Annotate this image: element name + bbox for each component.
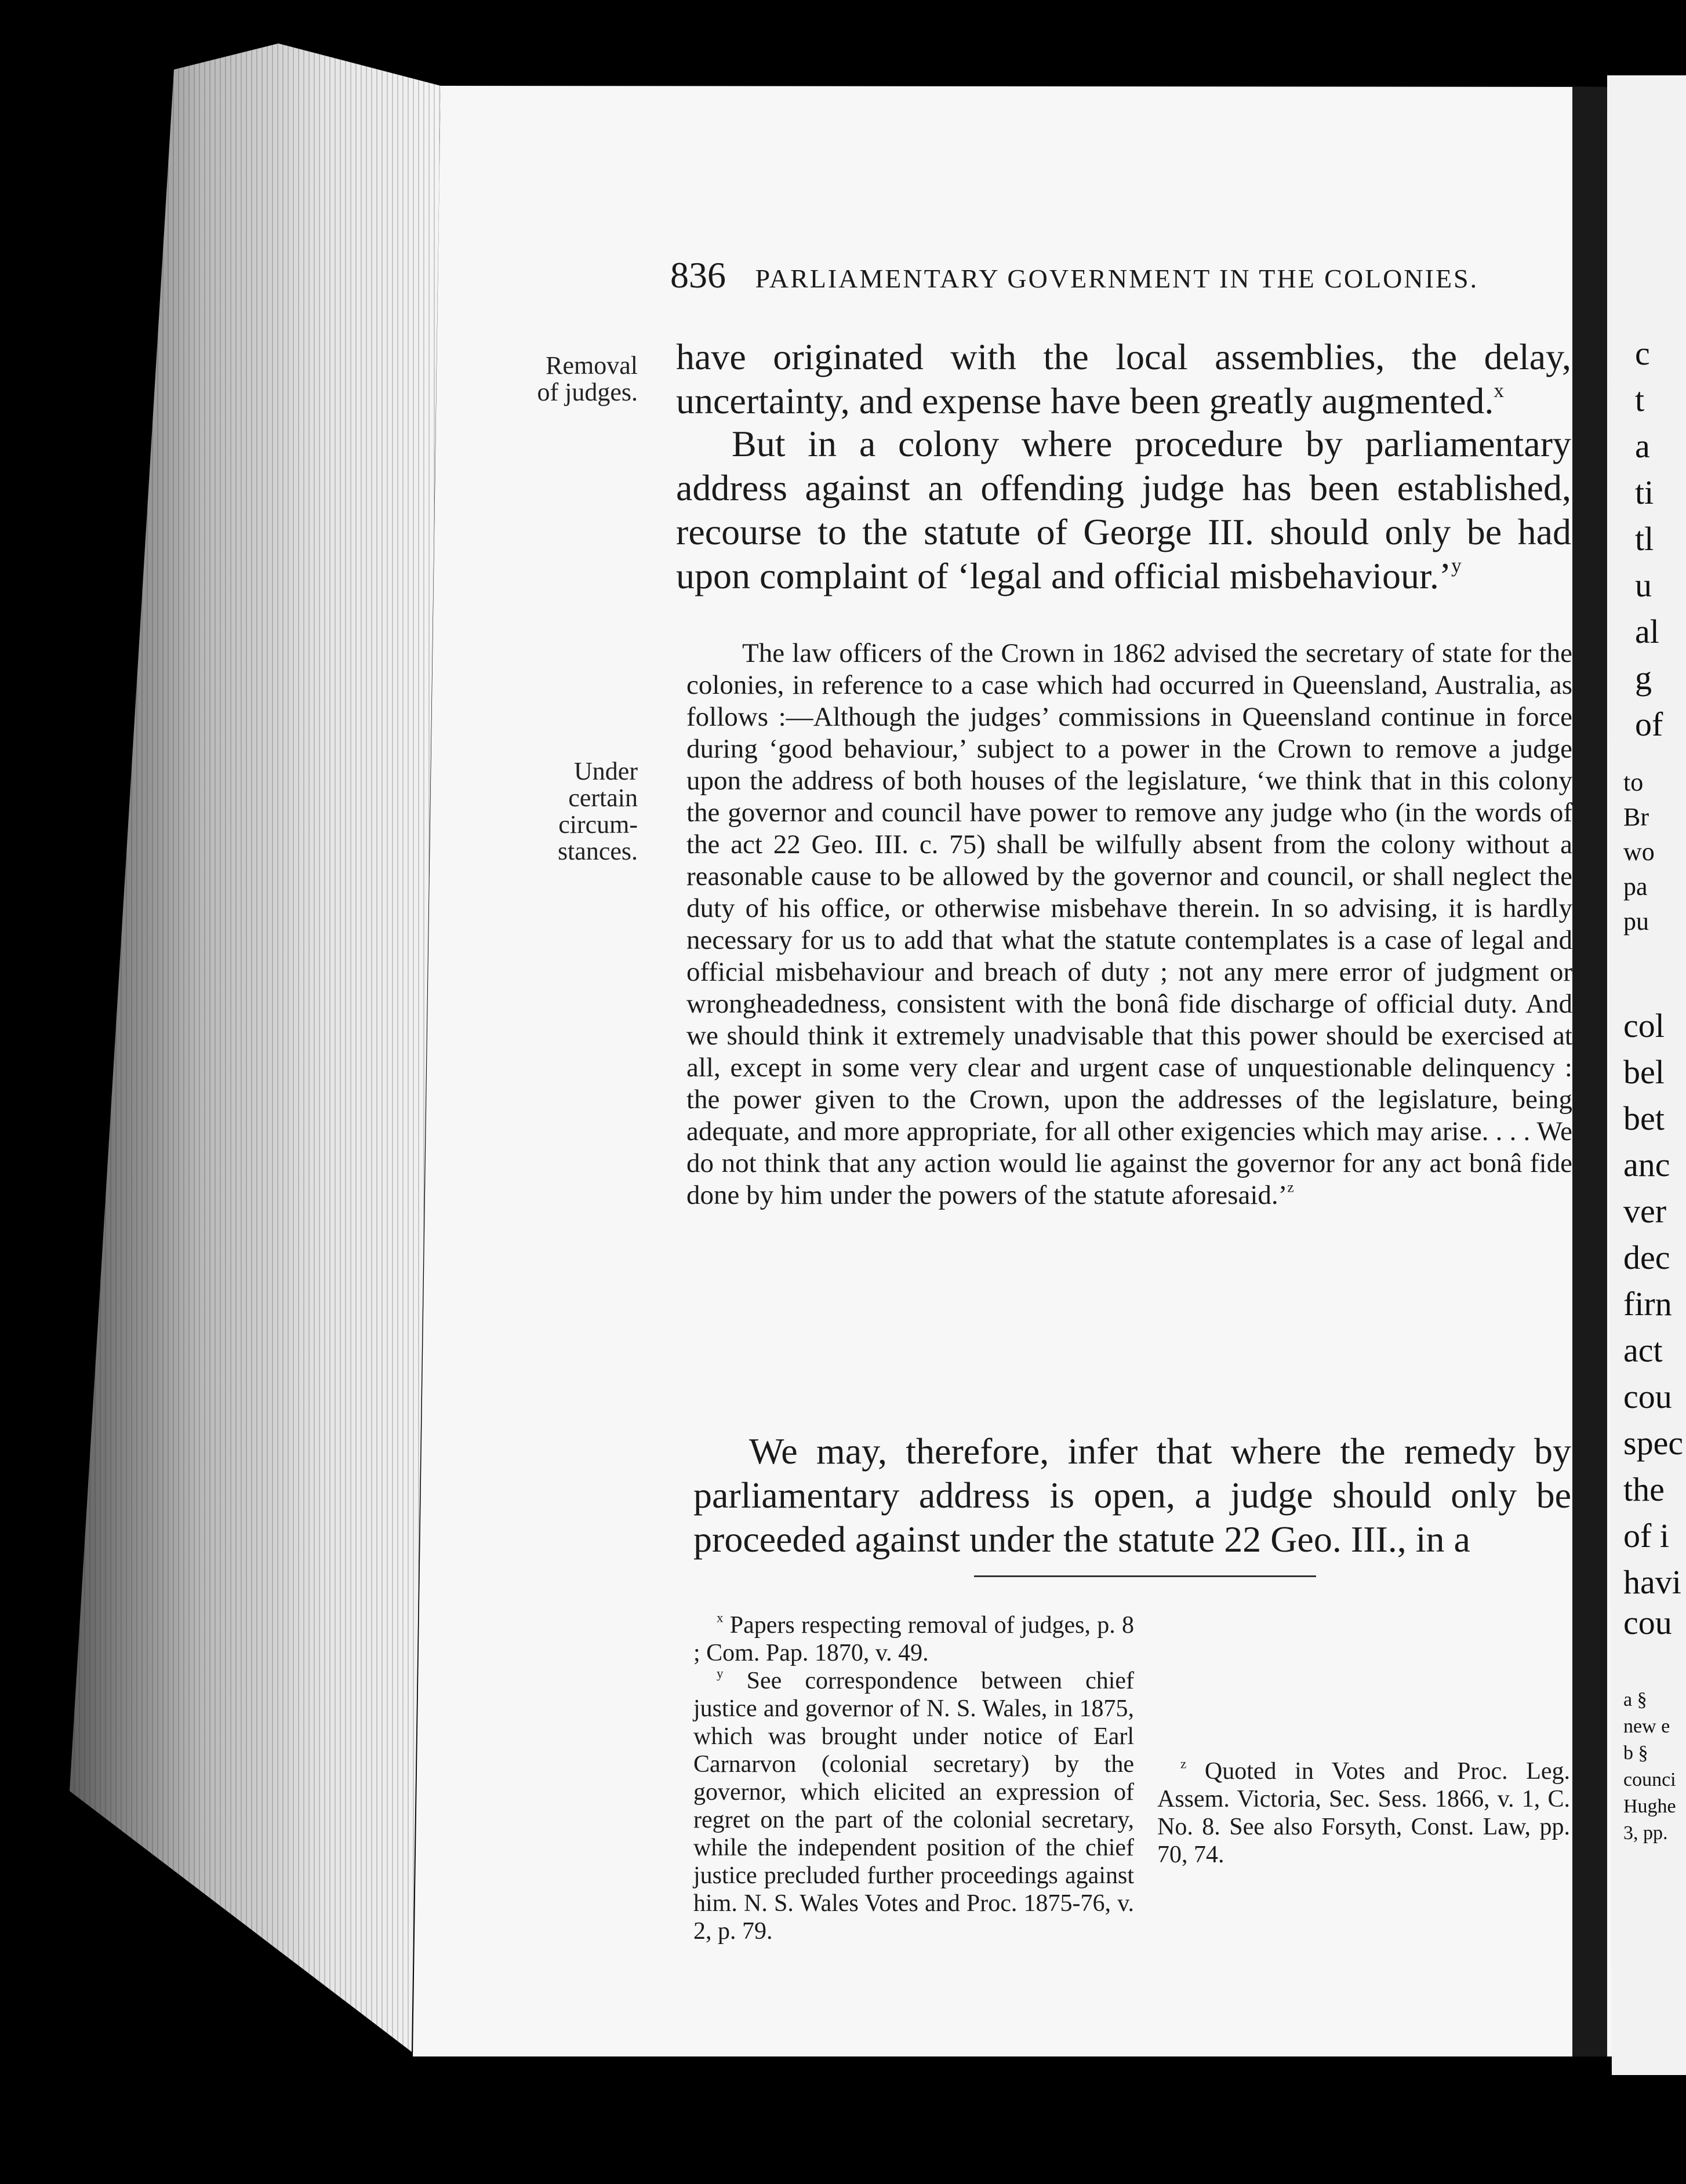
paragraph-3: We may, therefore, infer that where the remedy by parliamentary address is open, a judge should only be proceeded against under the statute 22 Geo. III., in a <box>693 1430 1571 1560</box>
page-number: 836 <box>670 254 726 296</box>
facing-page-line: u <box>1635 566 1652 604</box>
facing-page-line: al <box>1635 613 1659 650</box>
facing-page-line: 3, pp. <box>1623 1822 1668 1844</box>
facing-page-line: ver <box>1623 1192 1667 1230</box>
facing-page-line: spec <box>1623 1424 1684 1462</box>
footnote-divider <box>974 1575 1316 1577</box>
facing-page-fragment-c <box>1623 1003 1686 1606</box>
facing-page-line: pa <box>1623 872 1648 901</box>
facing-page-line: cou <box>1623 1378 1672 1415</box>
facing-page-line: g <box>1635 659 1652 697</box>
facing-page-fragment-a <box>1635 330 1686 748</box>
facing-page-line: the <box>1623 1470 1665 1508</box>
facing-page-line: of <box>1635 705 1663 743</box>
footnote-x: $^x$ Papers respecting removal of judges, p. 8 ; Com. Pap. 1870, v. 49. <box>693 1610 1134 1666</box>
paragraph-1: have originated with the local assemblies, the delay, uncertainty, and expense have been greatly augmented.$^x$ <box>676 336 1571 421</box>
facing-page-line: wo <box>1623 838 1655 866</box>
facing-page-line: to <box>1623 768 1644 796</box>
facing-page-line: c <box>1635 334 1650 372</box>
footnote-ref-y: y <box>1451 554 1462 577</box>
facing-page-line: col <box>1623 1007 1665 1044</box>
sidenote-under: Under certain circum-stances. <box>557 757 638 865</box>
facing-page-line: bet <box>1623 1100 1665 1137</box>
facing-page-fragment-b <box>1623 765 1686 939</box>
facing-page-line: t <box>1635 381 1645 418</box>
running-title: PARLIAMENTARY GOVERNMENT IN THE COLONIES. <box>755 264 1479 293</box>
quoted-opinion: The law officers of the Crown in 1862 advised the secretary of state for the colonies, in reference to a case which had occurred in Queensland, Australia, as follows :—Although the judges’ commissions in Queensland continue in force during ‘good behaviour,’ subject to a power in the Crown to remove a judge upon the address of both houses of the legislature, ‘we think that in this colony the governor and council have power to remove any judge who (in the words of the act 22 Geo. III. c. 75) shall be wilfully absent from the colony without a reasonable cause to be allowed by the governor and council, or shall neglect the duty of his office, or otherwise misbehave therein. In so advising, it is hardly necessary for us to add that what the statute contemplates is a case of legal and official misbehaviour and breach of duty ; not any mere error of judgment or wrongheadedness, consistent with the bonâ fide discharge of official duty. And we should think it extremely unadvisable that this power should be exercised at all, except in some very clear and urgent case of unquestionable delinquency : the power given to the Crown, upon the addresses of the legislature, being adequate, and more appropriate, for all other exigencies which may arise. . . . We do not think that any action would lie against the governor for any act bonâ fide done by him under the powers of the statute aforesaid.’$^z$ <box>686 638 1572 1210</box>
facing-page-line: b § <box>1623 1742 1648 1764</box>
facing-page-line: bel <box>1623 1053 1665 1091</box>
facing-page-line: a § <box>1623 1689 1647 1710</box>
facing-page-line: act <box>1623 1331 1663 1369</box>
facing-page-line: havi <box>1623 1563 1681 1601</box>
facing-page-fragment-d <box>1623 1600 1686 1646</box>
facing-page-line: cou <box>1623 1604 1672 1641</box>
facing-page-line: firn <box>1623 1285 1672 1323</box>
facing-page-line: Br <box>1623 803 1649 831</box>
footnote-y: $^y$ See correspondence between chief justice and governor of N. S. Wales, in 1875, which was brought under notice of Earl Carnarvon (colonial secretary) by the governor, which elicited an expression of regret on the part of the colonial secretary, while the independent position of the chief justice precluded further proceedings against him. N. S. Wales Votes and Proc. 1875-76, v. 2, p. 79. <box>693 1665 1135 1945</box>
paragraph-2: But in a colony where procedure by parliamentary address against an offending judge has been established, recourse to the statute of George III. should only be had upon complaint of ‘legal and official misbehaviour.’$^y$ <box>676 423 1571 596</box>
facing-page-line: new e <box>1623 1716 1670 1737</box>
footnote-column-left <box>693 1611 1134 1945</box>
facing-page-line: dec <box>1623 1239 1670 1276</box>
facing-page-line: of i <box>1623 1517 1669 1555</box>
facing-page-line: Hughe <box>1623 1796 1676 1817</box>
facing-page-line: pu <box>1623 907 1649 936</box>
facing-page-line: counci <box>1623 1769 1676 1790</box>
facing-page-line: a <box>1635 427 1650 465</box>
footnote-ref-z: z <box>1287 1178 1294 1196</box>
facing-page-line: ti <box>1635 474 1654 511</box>
facing-page-line: anc <box>1623 1146 1670 1184</box>
facing-page-line: tl <box>1635 520 1654 558</box>
running-header <box>670 254 1540 300</box>
facing-page-fragment-e <box>1623 1687 1686 1847</box>
footnote-ref-x: x <box>1494 378 1504 402</box>
footnote-column-right <box>1157 1611 1570 1869</box>
sidenote-removal: Removal of judges. <box>537 351 638 406</box>
footnote-z: $^z$ Quoted in Votes and Proc. Leg. Assem. Victoria, Sec. Sess. 1866, v. 1, C. No. 8. See also Forsyth, Const. Law, pp. 70, 74. <box>1157 1756 1570 1868</box>
